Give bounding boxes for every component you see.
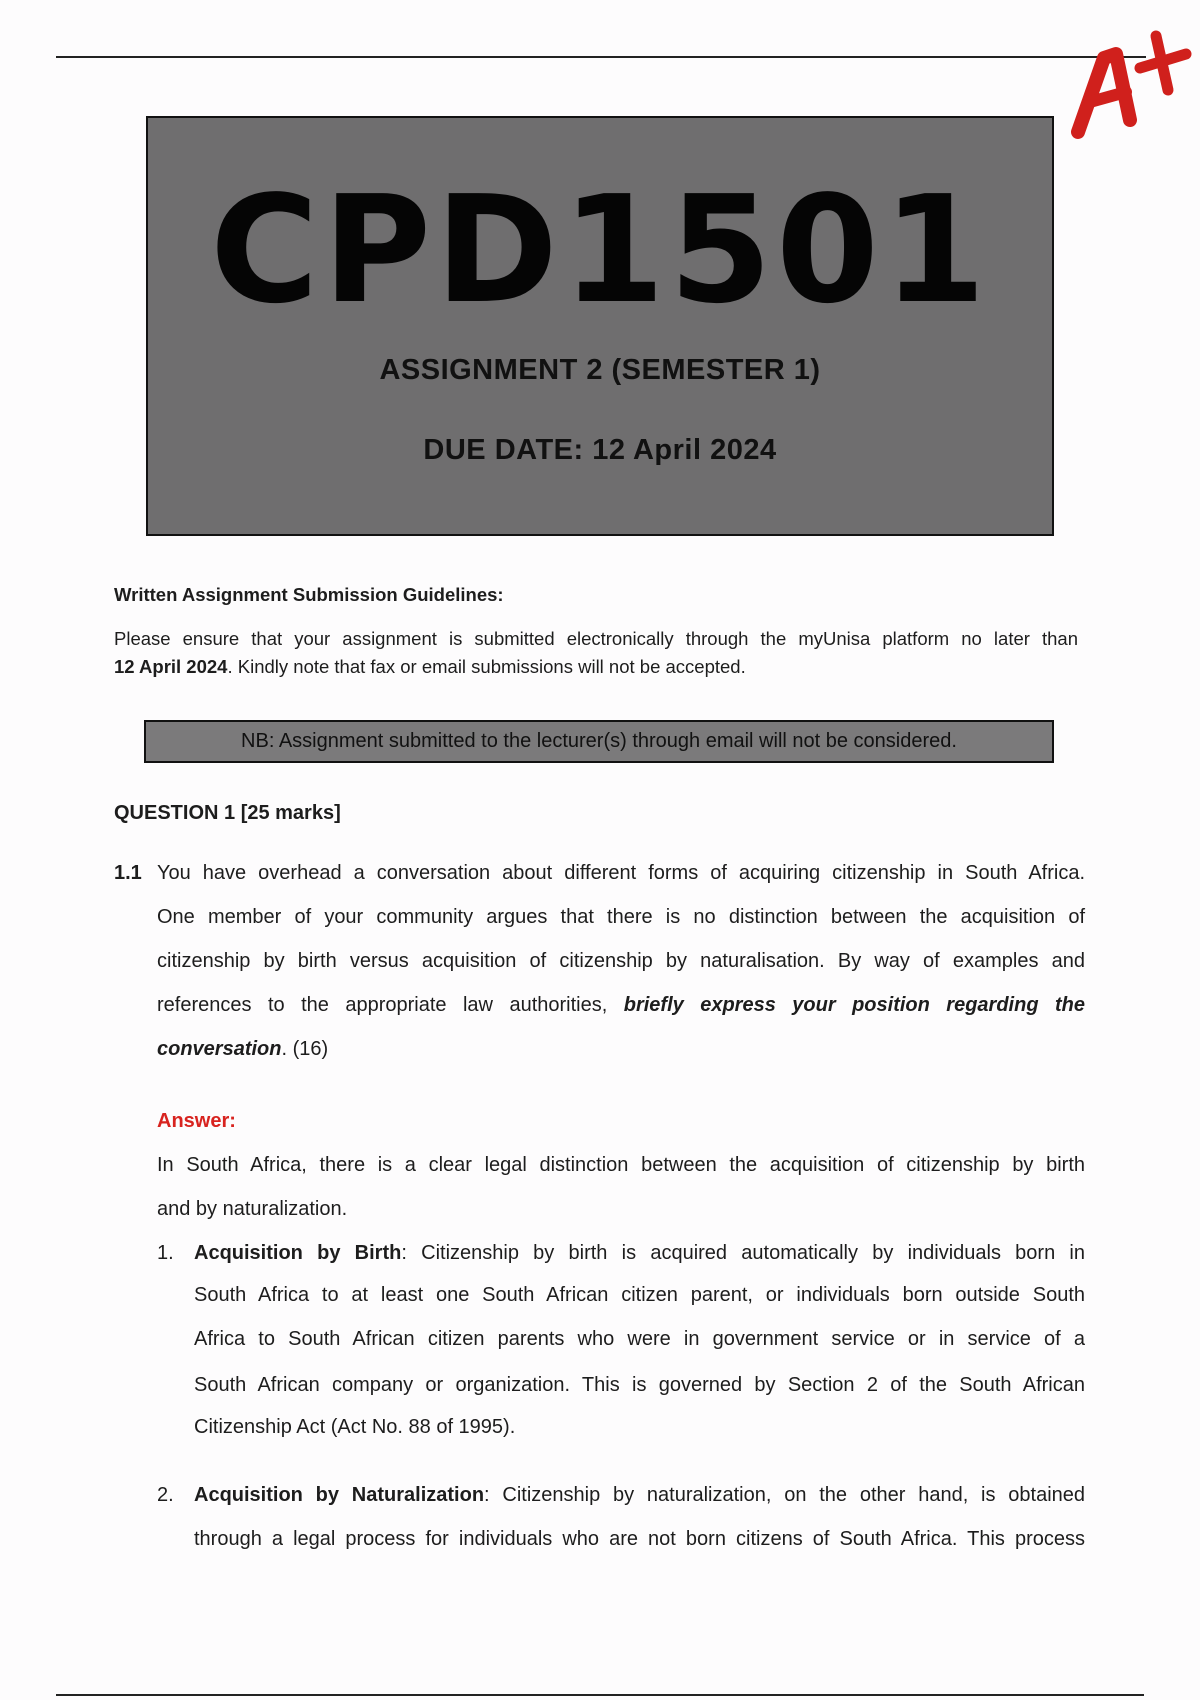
bottom-rule [56,1694,1144,1696]
list-item-line: South African company or organization. This is governed by Section 2 of the South African [194,1374,1085,1396]
guidelines-note: . Kindly note that fax or email submissions will not be accepted. [227,656,746,677]
list-item-term: Acquisition by Birth [194,1242,402,1264]
top-rule [56,56,1146,58]
list-item-line: through a legal process for individuals who are not born citizens of South Africa. This process [194,1528,1085,1550]
list-item-term: Acquisition by Naturalization [194,1484,485,1506]
title-box [146,116,1054,536]
list-item-text: : Citizenship by birth is acquired automatically by individuals born in [401,1242,1085,1264]
guidelines-text-line-2 [114,656,746,678]
assignment-title: ASSIGNMENT 2 (SEMESTER 1) [379,354,821,386]
guidelines-deadline: 12 April 2024 [114,656,228,677]
answer-intro-line-2: and by naturalization. [157,1198,348,1220]
due-date: DUE DATE: 12 April 2024 [423,434,777,466]
guidelines-heading: Written Assignment Submission Guidelines: [114,584,504,605]
question-heading: QUESTION 1 [25 marks] [114,802,341,824]
answer-intro-line-1: In South Africa, there is a clear legal distinction between the acquisition of citizenship by birth [157,1154,1085,1176]
list-item-number: 1. [157,1242,174,1264]
question-marks: . (16) [281,1038,329,1060]
nb-notice: NB: Assignment submitted to the lecturer(s) through email will not be considered. [144,720,1054,763]
answer-label: Answer: [157,1110,236,1132]
course-code: CPD1501 [210,164,990,336]
question-instruction-end: conversation [157,1038,282,1060]
a-plus-stamp-icon [1064,24,1194,144]
list-item-first-line [194,1484,1085,1507]
question-instruction: briefly express your position regarding the [623,994,1085,1016]
question-line-2: One member of your community argues that there is no distinction between the acquisition of [157,906,1085,928]
question-line-3: citizenship by birth versus acquisition of citizenship by naturalisation. By way of examples and [157,950,1085,972]
question-line-5 [157,1038,1085,1061]
question-line-4-text: references to the appropriate law authorities, [157,994,624,1016]
question-number: 1.1 [114,862,142,884]
grade-stamp [1064,24,1194,144]
question-line-4 [157,994,1085,1017]
list-item-number: 2. [157,1484,174,1506]
list-item-line: Citizenship Act (Act No. 88 of 1995). [194,1416,516,1438]
guidelines-text-line-1: Please ensure that your assignment is submitted electronically through the myUnisa platform no later than [114,628,1078,649]
list-item-text: : Citizenship by naturalization, on the other hand, is obtained [484,1484,1086,1506]
question-line-1: You have overhead a conversation about different forms of acquiring citizenship in South Africa. [157,862,1085,884]
list-item-line: South Africa to at least one South African citizen parent, or individuals born outside South [194,1284,1085,1306]
list-item-line: Africa to South African citizen parents who were in government service or in service of a [194,1328,1085,1350]
list-item-first-line [194,1242,1085,1265]
